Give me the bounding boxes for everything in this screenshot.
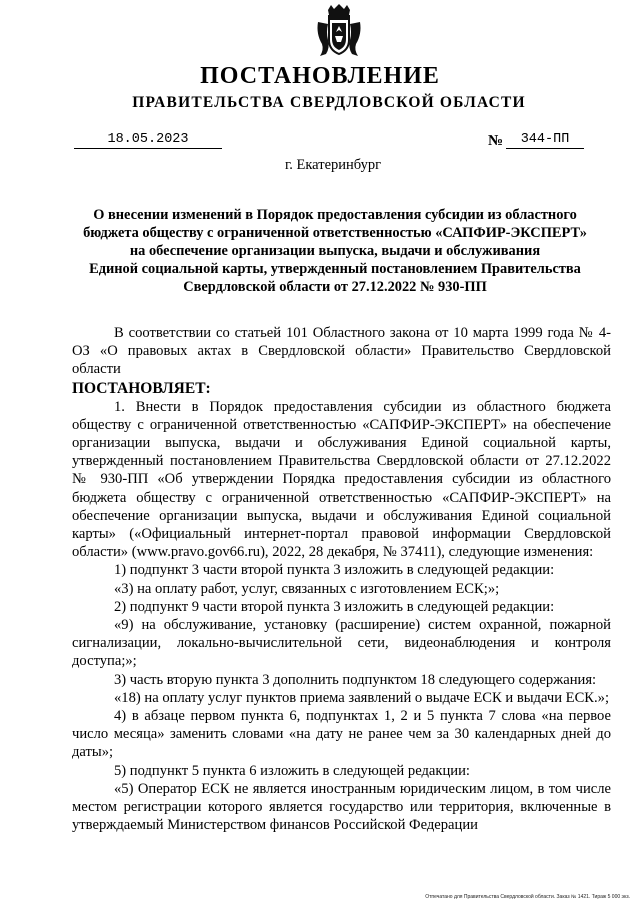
body-paragraph: «5) Оператор ЕСК не является иностранным юридическим лицом, в том числе местом регистрации которого является государство или территория, включенные в утверждаемый Министерством финансов Российской Федерации — [72, 780, 611, 834]
document-date: 18.05.2023 — [74, 132, 222, 149]
body-paragraph: 4) в абзаце первом пункта 6, подпунктах 1, 2 и 5 пункта 7 слова «на первое число месяца» заменить словами «на дату не ранее чем за 30 календарных дней до даты»; — [72, 708, 611, 761]
body-paragraph: 5) подпункт 5 пункта 6 изложить в следующей редакции: — [114, 762, 470, 779]
decree-word: ПОСТАНОВЛЯЕТ: — [72, 379, 211, 397]
title-line: бюджета обществу с ограниченной ответственностью «САПФИР-ЭКСПЕРТ» — [83, 225, 587, 241]
title-line: Свердловской области от 27.12.2022 № 930-ПП — [183, 279, 487, 295]
issuing-authority-heading: ПРАВИТЕЛЬСТВА СВЕРДЛОВСКОЙ ОБЛАСТИ — [132, 94, 526, 111]
title-line: Единой социальной карты, утвержденный постановлением Правительства — [89, 261, 581, 277]
body-paragraph: 2) подпункт 9 части второй пункта 3 изложить в следующей редакции: — [114, 598, 555, 615]
body-paragraph: «3) на оплату работ, услуг, связанных с изготовлением ЕСК;»; — [114, 580, 500, 597]
title-line: на обеспечение организации выпуска, выдачи и обслуживания — [129, 243, 541, 259]
print-note: Отпечатано для Правительства Свердловской области. Заказ № 1421. Тираж 5 000 экз. — [425, 894, 630, 900]
coat-of-arms-icon — [316, 4, 362, 58]
preamble-paragraph: В соответствии со статьей 101 Областного закона от 10 марта 1999 года № 4-ОЗ «О правовых актах в Свердловской области» Правительство Свердловской области — [72, 325, 611, 378]
document-subject-title — [58, 206, 612, 296]
body-paragraph: 1. Внести в Порядок предоставления субсидии из областного бюджета обществу с ограниченной ответственностью «САПФИР-ЭКСПЕРТ» на обеспечение организации выпуска, выдачи и обслуживания Единой социальной карты, утвержденный постановлением Правительства Свердловской области от 27.12.2022 № 930-ПП «Об утверждении Порядка предоставления субсидии из областного бюджета обществу с ограниченной ответственностью «САПФИР-ЭКСПЕРТ» на обеспечение организации выпуска, выдачи и обслуживания Единой социальной карты» («Официальный интернет-портал правовой информации Свердловской области» (www.pravo.gov66.ru), 2022, 28 декабря, № 37411), следующие изменения: — [72, 398, 611, 561]
document-number: 344-ПП — [506, 132, 584, 149]
body-paragraph: 1) подпункт 3 части второй пункта 3 изложить в следующей редакции: — [114, 562, 555, 579]
document-city: г. Екатеринбург — [284, 157, 382, 173]
document-type-heading: ПОСТАНОВЛЕНИЕ — [200, 63, 440, 89]
document-body — [72, 324, 611, 834]
body-paragraph: «18) на оплату услуг пунктов приема заявлений о выдаче ЕСК и выдачи ЕСК.»; — [114, 689, 610, 706]
title-line: О внесении изменений в Порядок предоставления субсидии из областного — [93, 207, 577, 223]
number-sign: № — [488, 133, 504, 149]
body-paragraph: 3) часть вторую пункта 3 дополнить подпунктом 18 следующего содержания: — [114, 671, 597, 688]
body-paragraph: «9) на обслуживание, установку (расширение) систем охранной, пожарной сигнализации, локально-вычислительной сети, видеонаблюдения и контроля доступа;»; — [72, 617, 611, 670]
